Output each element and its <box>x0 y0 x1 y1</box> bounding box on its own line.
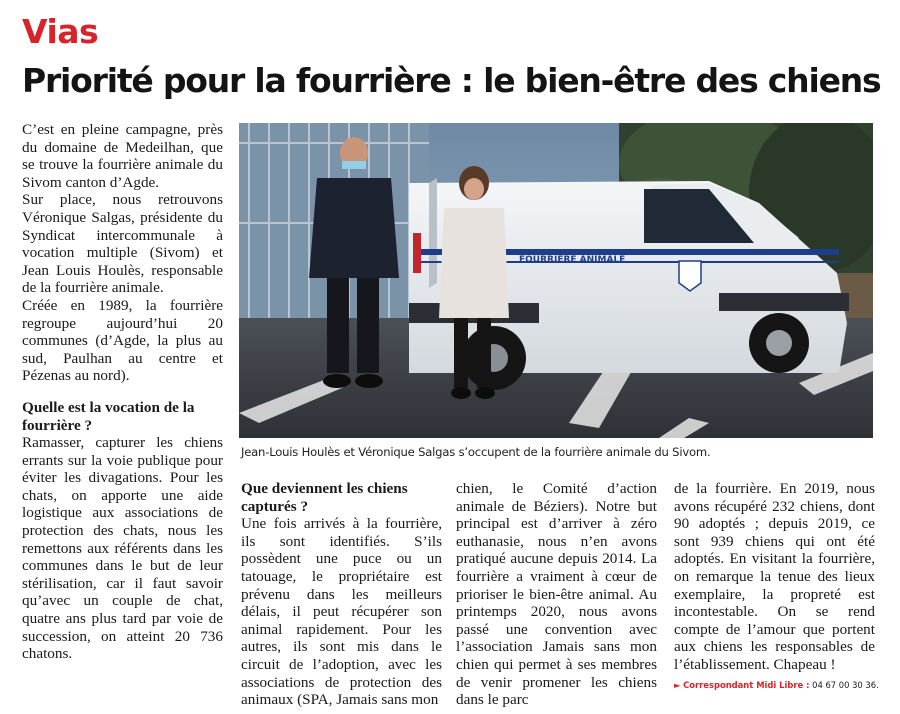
paragraph-no-euthanasia: chien, le Comité d’action animale de Béziers). Notre but principal est d’arriver à zéro euthanasie, nous n’en avons pratiqué aucune depuis 2014. La fourrière a vraiment à cœur de prioriser le bien-être animal. Au printemps 2020, nous avons passé une convention avec l’association Jamais sans mon chien qui permet à ses membres de venir promener les chiens dans le parc <box>456 480 657 709</box>
paragraph-vocation: Ramasser, capturer les chiens errants sur la voie publique pour éviter les divagations. Pour les chats, on apporte une aide logistique aux associations de protection des chats, nous les remettons aux référents dans les communes dans le but de leur stérilisation, car il faut savoir qu’avec un couple de chat, quatre ans plus tard par voie de succession, on atteint 20 736 chatons. <box>22 434 223 663</box>
section-kicker: Vias <box>22 12 99 51</box>
article-column-2 <box>241 480 442 709</box>
article-photo <box>239 123 873 438</box>
article-column-1 <box>22 121 223 663</box>
paragraph-statistics: de la fourrière. En 2019, nous avons récupéré 232 chiens, dont 90 adoptés ; depuis 2019, ce sont 939 chiens qui ont été adoptés. En visitant la fourrière, on remarque la tenue des lieux exemplaire, la propreté est incontestable. On se rend compte de l’amour que portent aux chiens les responsables de l’établissement. Chapeau ! <box>674 480 875 673</box>
credit-label: Correspondant Midi Libre : <box>683 680 810 690</box>
paragraph-history: Créée en 1989, la fourrière regroupe aujourd’hui 20 communes (d’Agde, la plus au sud, Paulhan au centre et Pézenas au nord). <box>22 296 223 385</box>
question-vocation: Quelle est la vocation de la fourrière ? <box>22 398 195 434</box>
paragraph-intro: C’est en pleine campagne, près du domaine de Medeilhan, que se trouve la fourrière animale du Sivom canton d’Agde. <box>22 121 223 191</box>
arrow-icon: ► <box>674 680 681 690</box>
question-captured-dogs: Que deviennent les chiens capturés ? <box>241 480 408 515</box>
van-lettering: FOURRIERE ANIMALE <box>519 255 626 265</box>
paragraph-visit: Sur place, nous retrouvons Véronique Salgas, présidente du Syndicat intercommunale à vocation multiple (Sivom) et Jean Louis Houlès, responsable de la fourrière animale. <box>22 191 223 297</box>
article-column-3 <box>456 480 657 709</box>
article-column-4 <box>674 480 875 674</box>
article-headline: Priorité pour la fourrière : le bien-être des chiens <box>22 61 881 100</box>
credit-phone: 04 67 00 30 36. <box>812 680 879 690</box>
paragraph-identification: Une fois arrivés à la fourrière, ils sont identifiés. S’ils possèdent une puce ou un tatouage, le propriétaire est prévenu dans les meilleurs délais, il peut récupérer son animal rapidement. Pour les autres, ils sont mis dans le circuit de l’adoption, avec les associations de protection des animaux (SPA, Jamais sans mon <box>241 515 442 709</box>
photo-caption: Jean-Louis Houlès et Véronique Salgas s’occupent de la fourrière animale du Sivom. <box>241 445 711 459</box>
correspondent-credit <box>674 680 879 690</box>
